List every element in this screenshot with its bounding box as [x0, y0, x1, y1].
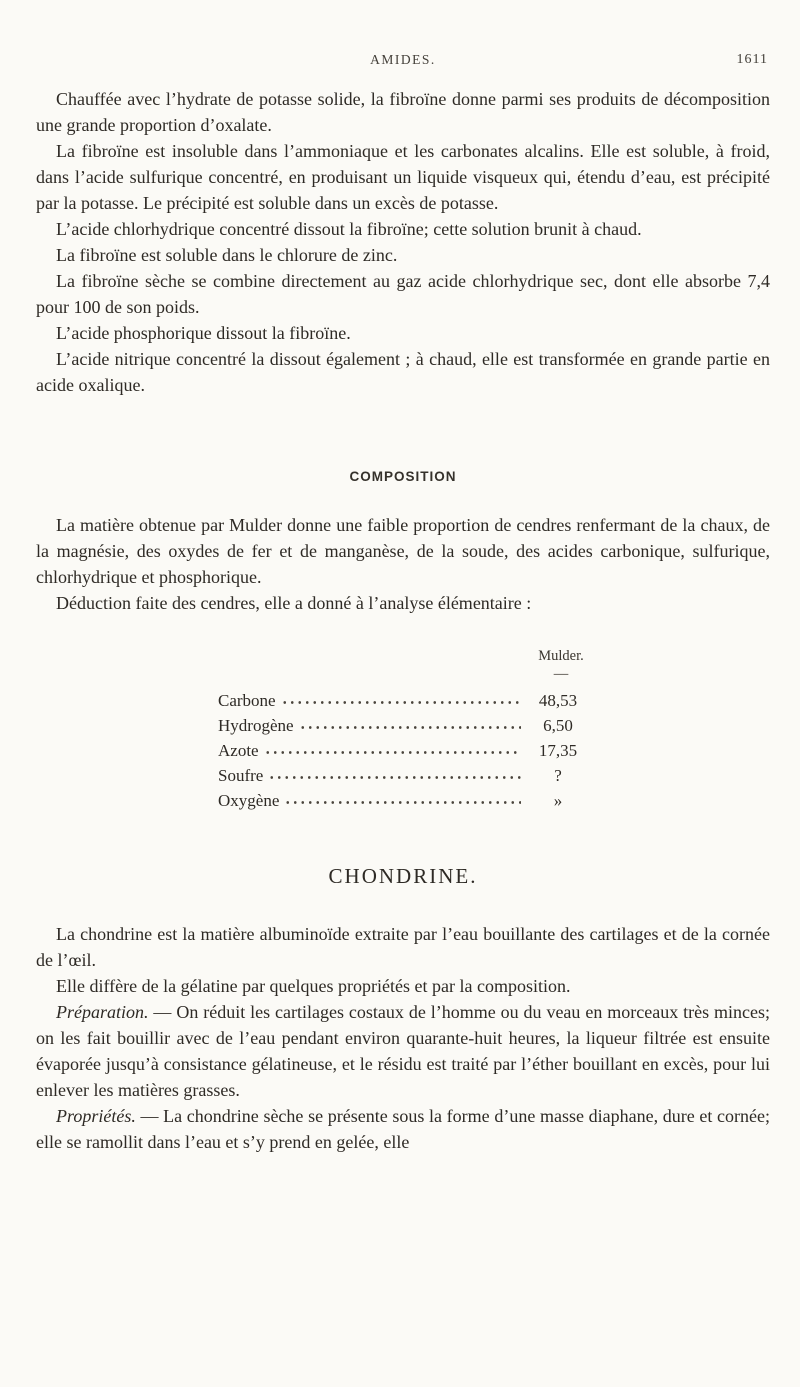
paragraph-proprietes: [36, 1103, 770, 1155]
row-value: »: [553, 791, 563, 810]
running-title: AMIDES.: [370, 52, 436, 67]
row-label: Hydrogène: [218, 716, 294, 735]
dot-leader: [268, 775, 521, 780]
chondrine-section: [36, 921, 770, 999]
paragraph-lead: Propriétés.: [56, 1106, 136, 1126]
analysis-table: [218, 646, 590, 813]
row-value: 17,35: [538, 741, 578, 760]
dot-leader: [284, 800, 521, 805]
table-column-header-label: Mulder.: [538, 648, 584, 664]
row-value: 48,53: [538, 691, 578, 710]
paragraph: L’acide phosphorique dissout la fibroïne.: [56, 323, 351, 343]
table-column-header: [516, 646, 606, 682]
page-body: [36, 86, 770, 1155]
table-row: [218, 763, 590, 788]
section-heading-composition: COMPOSITION: [349, 469, 457, 484]
running-header: [36, 52, 770, 68]
paragraph-lead: Préparation.: [56, 1002, 149, 1022]
row-label: Carbone: [218, 691, 276, 710]
table-column-rule: —: [553, 666, 569, 682]
row-label: Azote: [218, 741, 259, 760]
paragraph: L’acide nitrique concentré la dissout également ; à chaud, elle est transformée en grande partie en acide oxalique.: [36, 349, 770, 395]
paragraph-preparation: [36, 999, 770, 1103]
paragraph: Elle diffère de la gélatine par quelques propriétés et par la composition.: [56, 976, 571, 996]
row-value: 6,50: [543, 716, 573, 735]
dot-leader: [299, 725, 521, 730]
paragraph: L’acide chlorhydrique concentré dissout la fibroïne; cette solution brunit à chaud.: [56, 219, 642, 239]
table-row: [218, 788, 590, 813]
chapter-heading-chondrine: CHONDRINE.: [328, 864, 478, 888]
row-value: ?: [554, 766, 562, 785]
paragraph: La chondrine est la matière albuminoïde extraite par l’eau bouillante des cartilages et de la cornée de l’œil.: [36, 924, 770, 970]
paragraph: La fibroïne est insoluble dans l’ammoniaque et les carbonates alcalins. Elle est soluble, à froid, dans l’acide sulfurique concentré, en produisant un liquide visqueux qui, étendu d’eau, est précipité par la potasse. Le précipité est soluble dans un excès de potasse.: [36, 141, 770, 213]
row-label: Soufre: [218, 766, 264, 785]
paragraph: Déduction faite des cendres, elle a donné à l’analyse élémentaire :: [56, 593, 532, 613]
paragraph: La fibroïne sèche se combine directement au gaz acide chlorhydrique sec, dont elle absorbe 7,4 pour 100 de son poids.: [36, 271, 770, 317]
table-row: [218, 713, 590, 738]
paragraph: La matière obtenue par Mulder donne une faible proportion de cendres renfermant de la chaux, de la magnésie, des oxydes de fer et de manganèse, de la soude, des acides carbonique, sulfurique, chlorhydrique et phosphorique.: [36, 515, 770, 587]
paragraph-text: — La chondrine sèche se présente sous la forme d’une masse diaphane, dure et cornée; elle se ramollit dans l’eau et s’y prend en gelée, elle: [36, 1106, 771, 1152]
table-row: [218, 738, 590, 763]
composition-section: [36, 512, 770, 616]
row-label: Oxygène: [218, 791, 280, 810]
dot-leader: [281, 700, 521, 705]
fibroine-section: [36, 86, 770, 398]
paragraph-text: — On réduit les cartilages costaux de l’homme ou du veau en morceaux très minces; on les fait bouillir avec de l’eau pendant environ quarante-huit heures, la liqueur filtrée est ensuite évaporée jusqu’à consistance gélatineuse, et le résidu est traité par l’éther bouillant en excès, pour lui enlever les matières grasses.: [36, 1002, 771, 1100]
paragraph: Chauffée avec l’hydrate de potasse solide, la fibroïne donne parmi ses produits de décomposition une grande proportion d’oxalate.: [36, 89, 770, 135]
table-row: [218, 688, 590, 713]
paragraph: La fibroïne est soluble dans le chlorure de zinc.: [56, 245, 398, 265]
dot-leader: [264, 750, 521, 755]
page-number: 1611: [736, 52, 768, 67]
